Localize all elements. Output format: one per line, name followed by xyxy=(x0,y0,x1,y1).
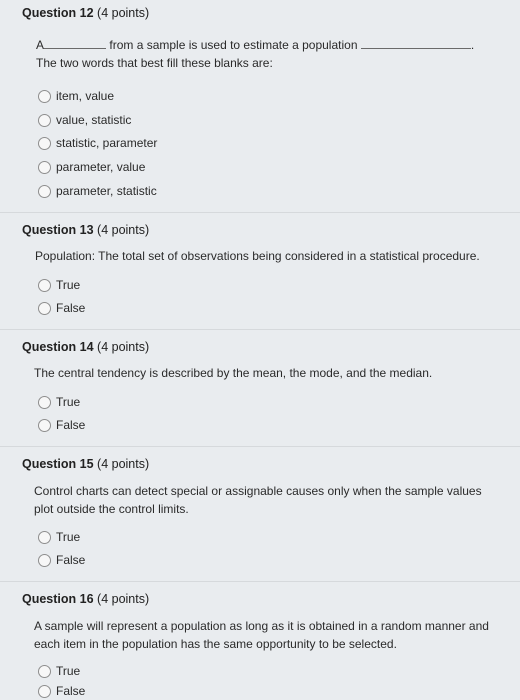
question-15-title: Question 15 (4 points) xyxy=(22,457,150,471)
divider xyxy=(0,212,520,213)
option-q12-3[interactable]: statistic, parameter xyxy=(38,136,157,150)
radio-button[interactable] xyxy=(38,90,51,103)
radio-button[interactable] xyxy=(38,665,51,678)
option-q12-1[interactable]: item, value xyxy=(38,89,114,103)
question-12-instruction: The two words that best fill these blanks are: xyxy=(36,56,273,70)
radio-button[interactable] xyxy=(38,419,51,432)
question-12-prompt: A from a sample is used to estimate a population . xyxy=(36,38,475,52)
radio-button[interactable] xyxy=(38,161,51,174)
radio-button[interactable] xyxy=(38,114,51,127)
blank-1 xyxy=(44,38,106,49)
radio-button[interactable] xyxy=(38,302,51,315)
question-13-title: Question 13 (4 points) xyxy=(22,223,150,237)
option-q12-5[interactable]: parameter, statistic xyxy=(38,184,157,198)
question-15-prompt-line-2: plot outside the control limits. xyxy=(34,502,189,516)
option-q15-true[interactable]: True xyxy=(38,530,80,544)
question-15-prompt-line-1: Control charts can detect special or assignable causes only when the sample values xyxy=(34,484,482,498)
radio-button[interactable] xyxy=(38,185,51,198)
question-16-prompt-line-1: A sample will represent a population as long as it is obtained in a random manner and xyxy=(34,619,489,633)
option-q12-2[interactable]: value, statistic xyxy=(38,113,131,127)
option-q14-true[interactable]: True xyxy=(38,395,80,409)
option-q14-false[interactable]: False xyxy=(38,418,85,432)
option-q12-4[interactable]: parameter, value xyxy=(38,160,145,174)
option-q16-false[interactable]: False xyxy=(38,684,85,698)
radio-button[interactable] xyxy=(38,554,51,567)
option-q13-true[interactable]: True xyxy=(38,278,80,292)
option-q15-false[interactable]: False xyxy=(38,553,85,567)
question-14-title: Question 14 (4 points) xyxy=(22,340,150,354)
question-12 xyxy=(22,6,502,20)
question-16-title: Question 16 (4 points) xyxy=(22,592,150,606)
radio-button[interactable] xyxy=(38,279,51,292)
question-16-prompt-line-2: each item in the population has the same opportunity to be selected. xyxy=(34,637,397,651)
radio-button[interactable] xyxy=(38,685,51,698)
question-14-prompt: The central tendency is described by the mean, the mode, and the median. xyxy=(34,366,433,380)
radio-button[interactable] xyxy=(38,531,51,544)
option-q16-true[interactable]: True xyxy=(38,664,80,678)
divider xyxy=(0,446,520,447)
radio-button[interactable] xyxy=(38,137,51,150)
divider xyxy=(0,329,520,330)
blank-2 xyxy=(361,38,471,49)
radio-button[interactable] xyxy=(38,396,51,409)
question-12-title: Question 12 (4 points) xyxy=(22,6,150,20)
question-13-prompt: Population: The total set of observations being considered in a statistical procedure. xyxy=(35,249,480,263)
option-q13-false[interactable]: False xyxy=(38,301,85,315)
divider xyxy=(0,581,520,582)
